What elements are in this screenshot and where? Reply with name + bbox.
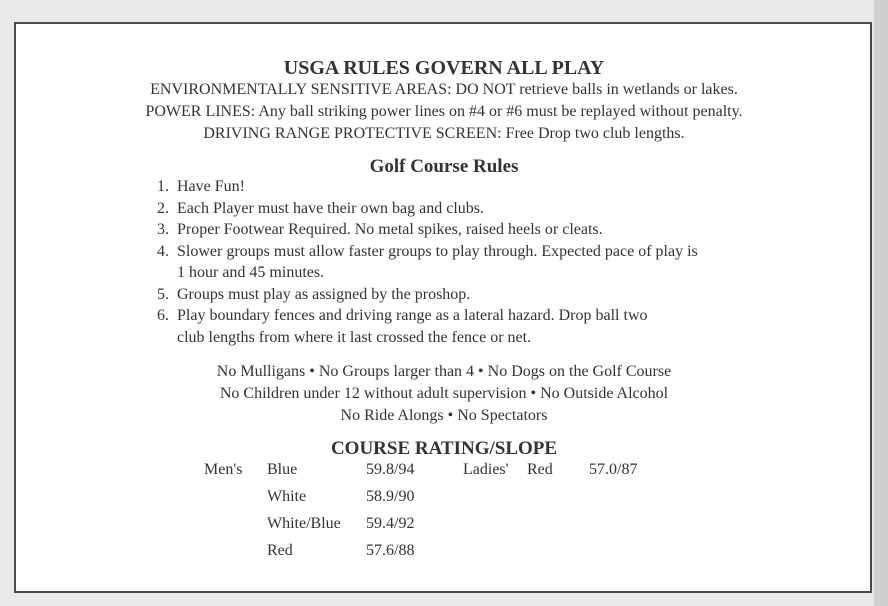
rule-text: Proper Footwear Required. No metal spikes, raised heels or cleats. <box>177 221 603 238</box>
mens-tee: White <box>267 488 307 505</box>
rule-text: Play boundary fences and driving range as a lateral hazard. Drop ball two <box>177 307 648 324</box>
prohibition-line-2: No Children under 12 without adult supervision • No Outside Alcohol <box>219 385 669 402</box>
mens-tee: Blue <box>267 461 298 478</box>
rule-number: 5. <box>157 285 169 303</box>
rule-text-continued: 1 hour and 45 minutes. <box>177 264 325 281</box>
course-rules-list <box>152 176 772 348</box>
mens-value: 59.4/92 <box>366 515 415 532</box>
prohibition-line-1: No Mulligans • No Groups larger than 4 • No Dogs on the Golf Course <box>216 363 672 380</box>
rule-item <box>152 198 772 220</box>
rule-item <box>152 219 772 241</box>
rule-number: 4. <box>157 242 169 260</box>
rule-number: 3. <box>157 221 169 238</box>
ladies-value: 57.0/87 <box>589 461 638 478</box>
ladies-tee: Red <box>527 461 553 478</box>
mens-tee: White/Blue <box>267 515 341 532</box>
ladies-label: Ladies' <box>463 461 509 478</box>
rule-number: 2. <box>157 199 169 217</box>
mens-label: Men's <box>204 461 243 478</box>
rule-text: Slower groups must allow faster groups to play through. Expected pace of play is <box>177 242 698 260</box>
rule-item <box>152 176 772 198</box>
rule-text-continued: club lengths from where it last crossed the fence or net. <box>177 328 532 346</box>
usga-line-3: DRIVING RANGE PROTECTIVE SCREEN: Free Drop two club lengths. <box>203 125 685 142</box>
course-rules-title: Golf Course Rules <box>369 156 519 177</box>
rule-item <box>152 241 772 284</box>
rating-title: COURSE RATING/SLOPE <box>330 438 558 459</box>
mens-value: 59.8/94 <box>366 461 415 478</box>
rule-number: 1. <box>157 178 169 195</box>
usga-line-1: ENVIRONMENTALLY SENSITIVE AREAS: DO NOT retrieve balls in wetlands or lakes. <box>150 81 738 98</box>
prohibition-line-3: No Ride Alongs • No Spectators <box>340 407 548 424</box>
rule-item <box>152 284 772 306</box>
rule-text: Groups must play as assigned by the proshop. <box>177 285 471 303</box>
usga-title: USGA RULES GOVERN ALL PLAY <box>283 57 605 79</box>
mens-value: 57.6/88 <box>366 542 415 559</box>
mens-tee: Red <box>267 542 293 559</box>
rule-text: Each Player must have their own bag and clubs. <box>177 199 485 217</box>
rule-number: 6. <box>157 307 169 324</box>
mens-value: 58.9/90 <box>366 488 415 505</box>
usga-line-2: POWER LINES: Any ball striking power lines on #4 or #6 must be replayed without penalty. <box>145 103 743 120</box>
rule-item <box>152 305 772 348</box>
rule-text: Have Fun! <box>177 178 245 195</box>
